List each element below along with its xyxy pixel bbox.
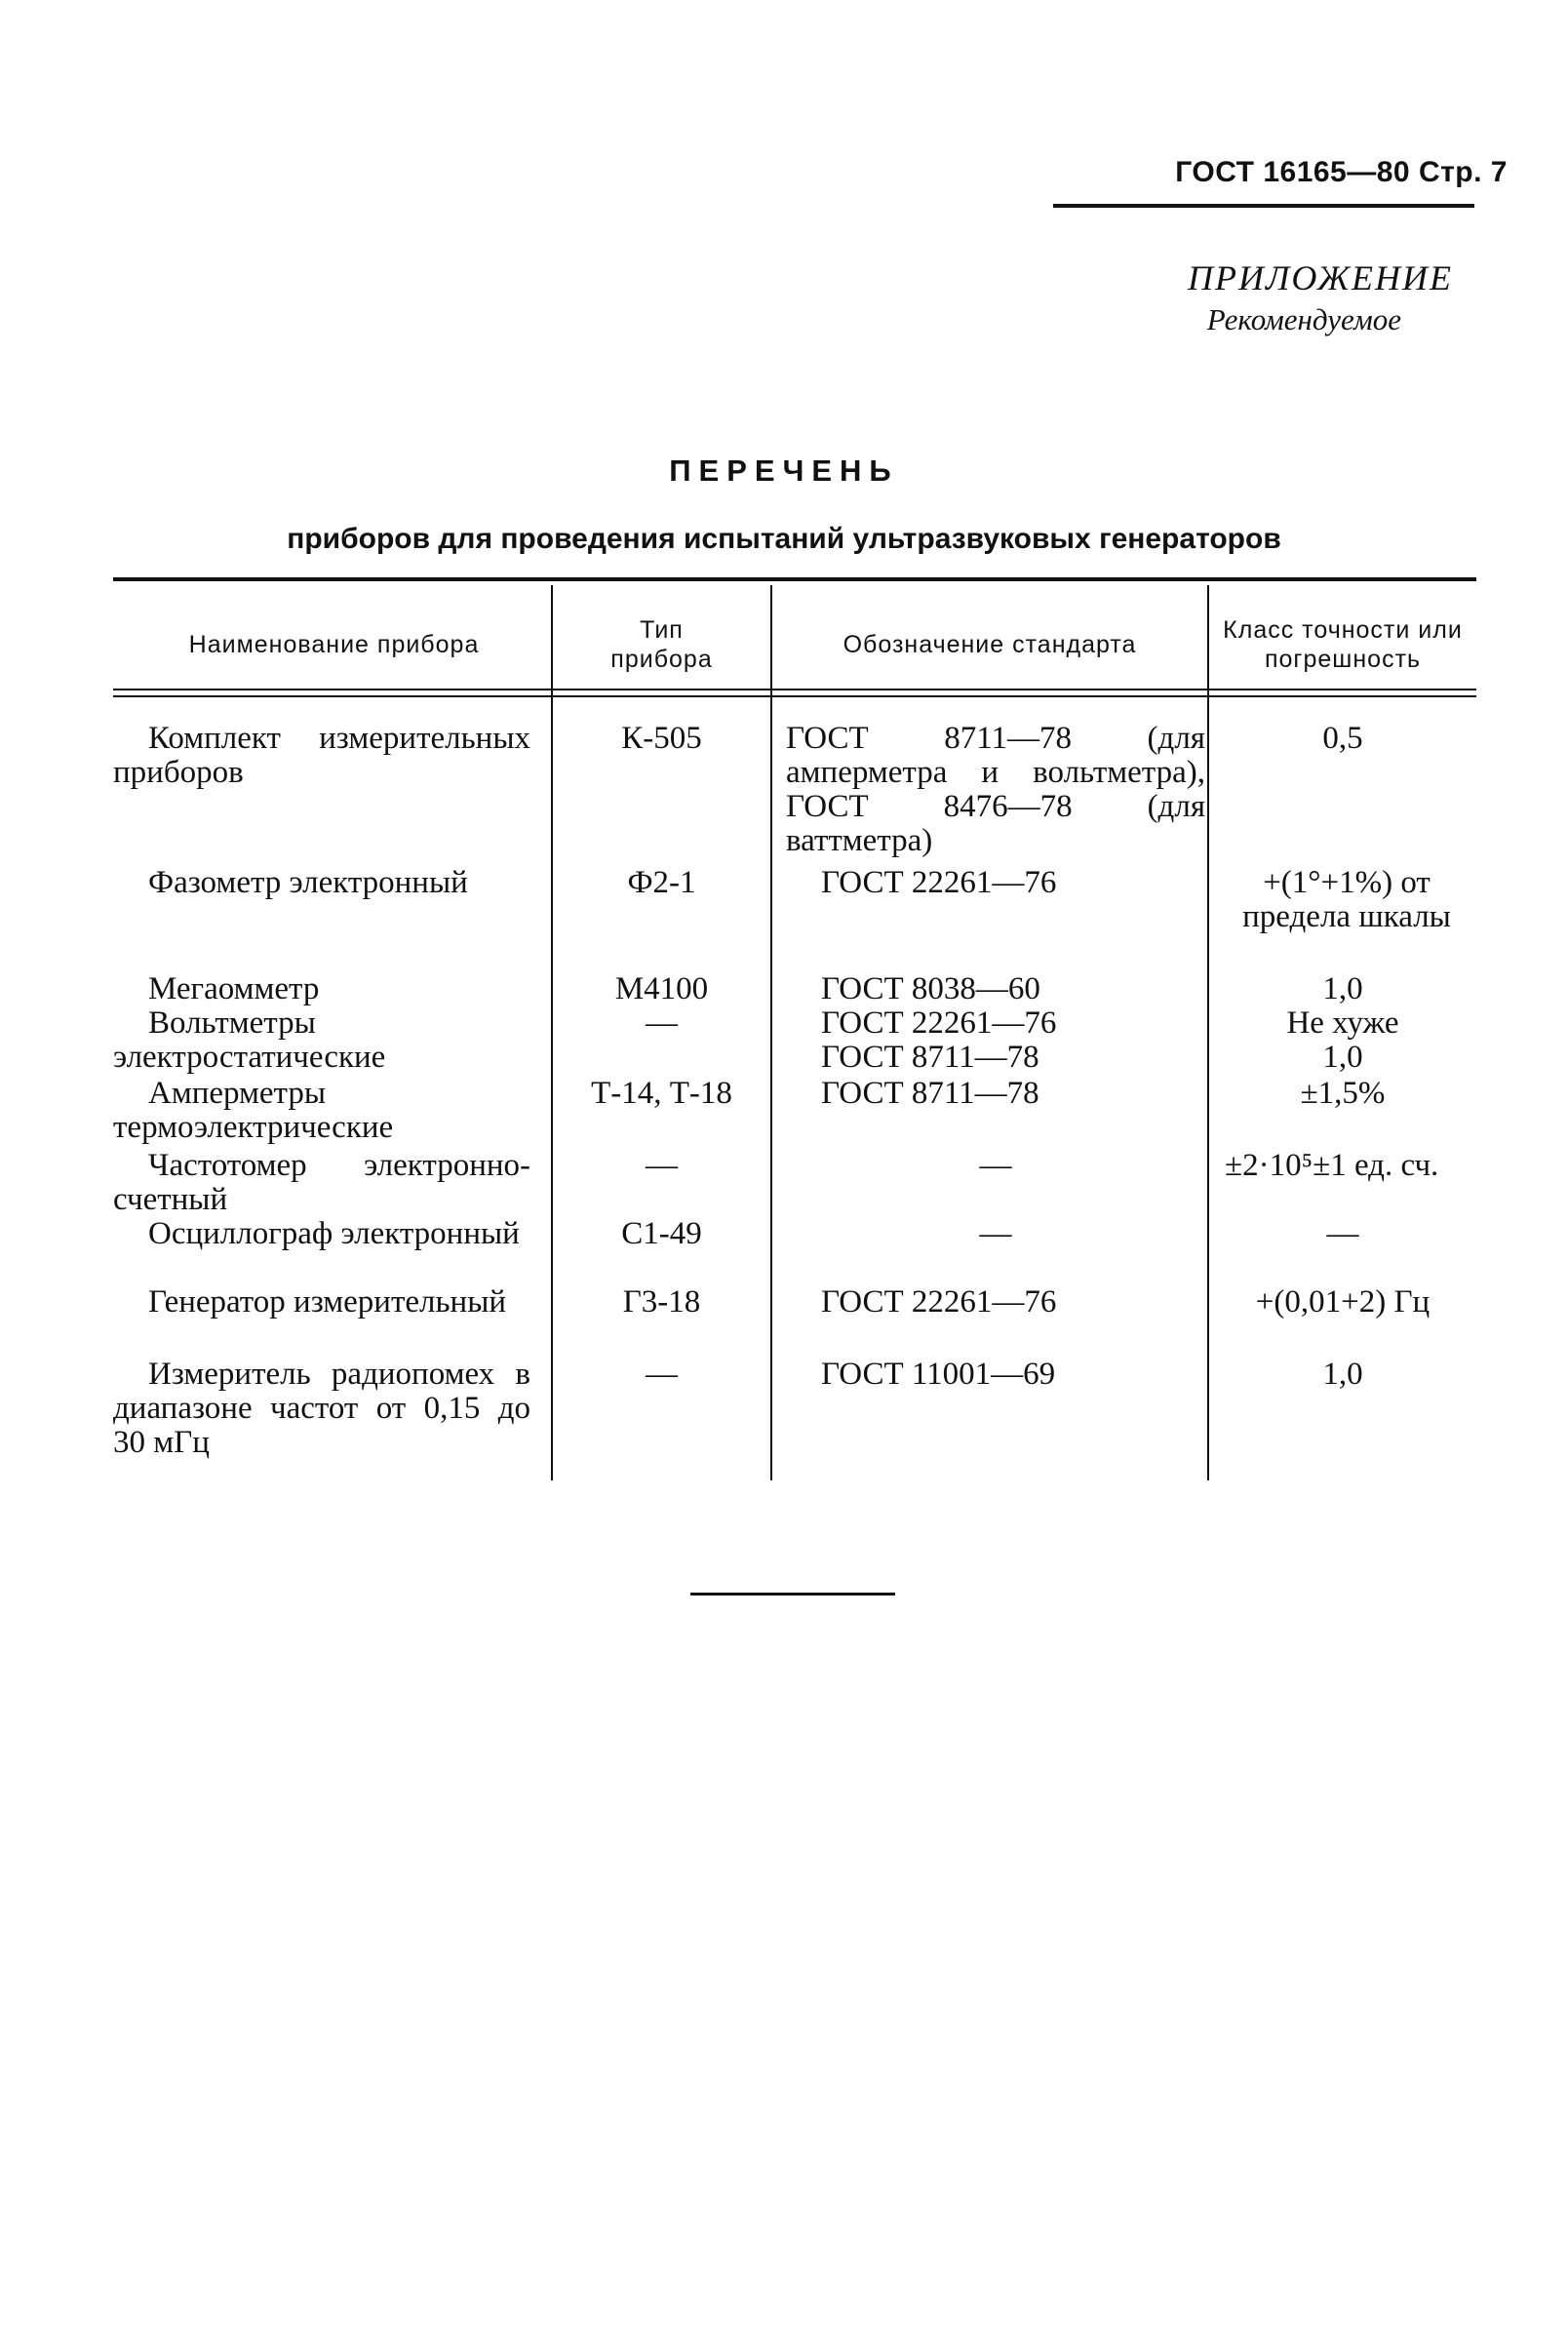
column-header-label: Наименование прибора xyxy=(188,631,480,658)
table-row-type: — xyxy=(646,1357,678,1392)
column-header-label: Класс точности или погрешность xyxy=(1223,616,1463,673)
table-row-name: Генератор измерительный xyxy=(148,1284,507,1320)
table-row-accuracy: +(0,01+2) Гц xyxy=(1255,1284,1431,1320)
table-row-standard: ГОСТ 22261—76 xyxy=(821,865,1057,900)
column-header-accuracy xyxy=(1209,603,1476,687)
header-rule xyxy=(1053,204,1474,208)
document-title: ПЕРЕЧЕНЬ xyxy=(669,453,899,488)
table-row-name: Фазометр электронный xyxy=(148,865,468,900)
table-row-type: Т-14, Т-18 xyxy=(591,1076,732,1111)
table-row-accuracy: 0,5 xyxy=(1322,721,1363,756)
table-row-name: Измеритель радиопомех в диапазоне частот от 0,15 до 30 мГц xyxy=(113,1357,530,1460)
table-row-accuracy: ±2·10⁵±1 ед. сч. xyxy=(1225,1148,1439,1183)
table-row-type: К-505 xyxy=(621,721,702,756)
page-header: ГОСТ 16165—80 Стр. 7 xyxy=(1175,156,1508,188)
table-row-name: Амперметры термоэлектрические xyxy=(113,1076,394,1145)
column-divider xyxy=(770,585,772,1480)
table-row-standard: ГОСТ 8711—78 (для амперметра и вольтметра), ГОСТ 8476—78 (для ваттметра) xyxy=(786,721,1205,858)
table-row-accuracy-secondary: 1,0 xyxy=(1322,1040,1363,1075)
table-row-standard: ГОСТ 8038—60 xyxy=(821,971,1040,1006)
column-header-label: Тип прибора xyxy=(610,616,713,673)
table-top-rule xyxy=(113,577,1476,581)
table-row-standard: — xyxy=(979,1148,1012,1183)
table-row-name: Частотомер электронно-счетный xyxy=(113,1148,530,1217)
table-row-accuracy: +(1°+1%) от предела шкалы xyxy=(1242,865,1451,934)
table-row-accuracy: ±1,5% xyxy=(1300,1076,1386,1111)
table-row-standard: ГОСТ 11001—69 xyxy=(821,1357,1056,1392)
table-row-type: — xyxy=(646,1005,678,1041)
table-row-standard: ГОСТ 8711—78 xyxy=(821,1076,1039,1111)
document-subtitle: приборов для проведения испытаний ультразвуковых генераторов xyxy=(287,523,1281,555)
appendix-title: ПРИЛОЖЕНИЕ xyxy=(1188,258,1453,297)
table-row-accuracy: 1,0 xyxy=(1322,1357,1363,1392)
column-header-type xyxy=(553,603,770,687)
table-row-accuracy: — xyxy=(1326,1216,1359,1251)
column-header-label: Обозначение стандарта xyxy=(843,631,1137,658)
table-row-standard: ГОСТ 22261—76 xyxy=(821,1005,1057,1041)
column-header-name xyxy=(117,603,551,687)
table-row-accuracy: Не хуже xyxy=(1286,1005,1399,1041)
table-row-standard: ГОСТ 22261—76 xyxy=(821,1284,1057,1320)
footer-rule xyxy=(690,1593,895,1596)
table-row-name: Осциллограф электронный xyxy=(148,1216,520,1251)
table-header-rule xyxy=(113,689,1476,690)
table-row-standard: — xyxy=(979,1216,1012,1251)
column-header-standard xyxy=(772,603,1207,687)
table-row-type: — xyxy=(646,1148,678,1183)
appendix-subtitle: Рекомендуемое xyxy=(1206,302,1401,336)
table-row-type: Г3-18 xyxy=(622,1284,701,1320)
table-row-name: Мегаомметр xyxy=(148,971,320,1006)
table-row-type: М4100 xyxy=(614,971,709,1006)
table-row-name: Вольтметры электростатические xyxy=(113,1005,386,1075)
table-row-type: Ф2-1 xyxy=(627,865,696,900)
table-header-rule-double xyxy=(113,695,1476,697)
table-row-standard-secondary: ГОСТ 8711—78 xyxy=(821,1040,1039,1075)
table-row-accuracy: 1,0 xyxy=(1322,971,1363,1006)
table-row-type: С1-49 xyxy=(621,1216,702,1251)
table-row-name: Комплект измерительных приборов xyxy=(113,721,530,790)
